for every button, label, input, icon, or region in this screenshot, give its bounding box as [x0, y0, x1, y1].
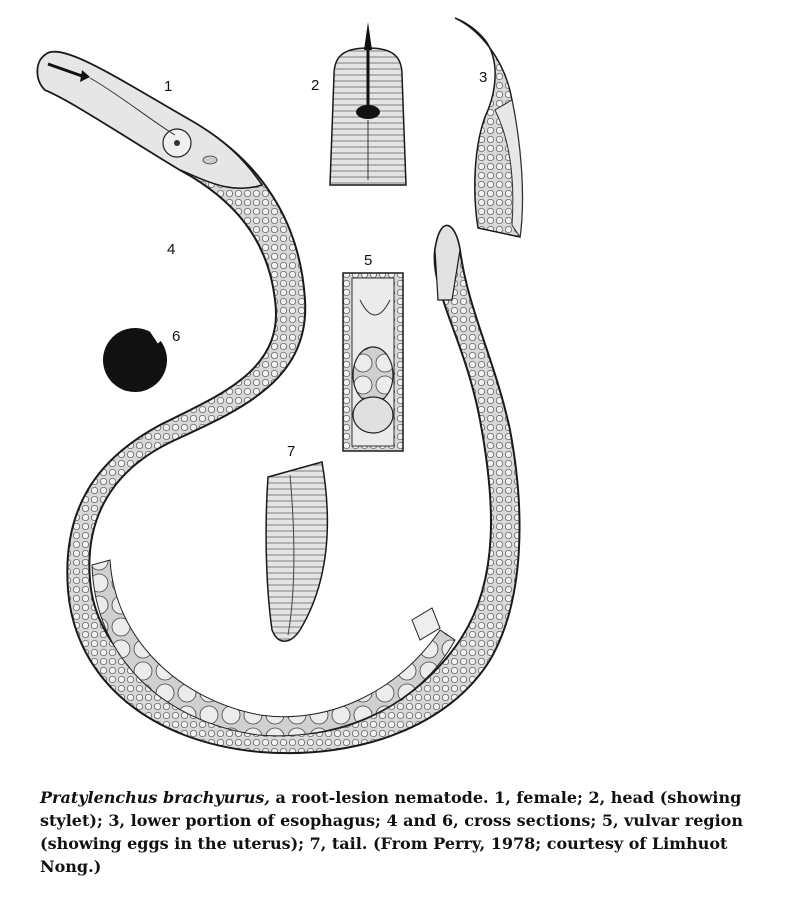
figure-label-1: 1 [164, 78, 173, 95]
head-stylet-drawing [330, 22, 406, 185]
female-nematode-drawing [38, 52, 520, 753]
esophagus-lower-drawing [455, 18, 522, 237]
vulvar-region-drawing [343, 273, 403, 451]
egg-1 [353, 347, 393, 403]
cross-section-drawing [103, 328, 167, 392]
caption-text: a root-lesion nematode. 1, female; 2, head (showing stylet); 3, lower portion of esophagus; 4 and 6, cross sections; 5, vulvar region (showing eggs in the uterus); 7, tail. (From Perry, 1978; courtesy of Limhuot Nong.) [40, 788, 743, 876]
tail-drawing [266, 462, 327, 641]
figure-label-7: 7 [287, 443, 296, 460]
egg-2 [353, 397, 393, 433]
figure-label-3: 3 [479, 69, 488, 86]
caption-species: Pratylenchus brachyurus, [40, 788, 270, 807]
figure-label-6: 6 [172, 328, 181, 345]
figure-caption [40, 786, 782, 878]
figure-label-2: 2 [311, 77, 320, 94]
figure-label-4: 4 [167, 241, 176, 258]
figure-label-5: 5 [364, 252, 373, 269]
